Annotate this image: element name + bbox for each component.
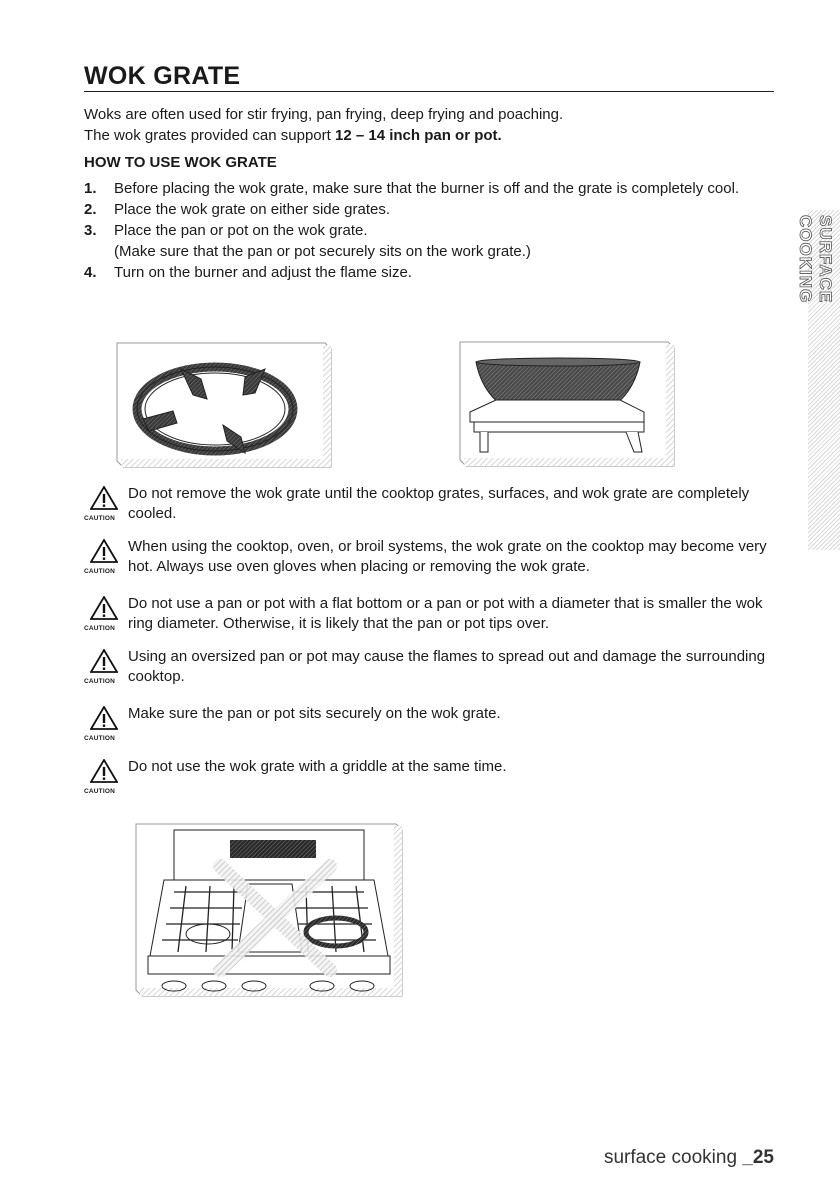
caution-item (84, 594, 774, 633)
caution-text: Do not remove the wok grate until the cooktop grates, surfaces, and wok grate are completely cooled. (128, 485, 750, 522)
step-text (114, 220, 744, 262)
step-text-note: (Make sure that the pan or pot securely sits on the work grate.) (114, 243, 531, 260)
intro-line-2 (84, 125, 563, 146)
step-number: 1. (84, 180, 97, 197)
caution-label: CAUTION (84, 788, 116, 795)
intro-line-1: Woks are often used for stir frying, pan frying, deep frying and poaching. (84, 106, 564, 123)
page-number: _25 (742, 1147, 774, 1168)
caution-label: CAUTION (84, 625, 116, 632)
step-text: Place the wok grate on either side grates. (114, 201, 390, 218)
how-to-heading: HOW TO USE WOK GRATE (84, 154, 277, 171)
title-underline (84, 91, 774, 92)
caution-text: Do not use the wok grate with a griddle at the same time. (128, 758, 507, 775)
caution-text: Using an oversized pan or pot may cause the flames to spread out and damage the surrounding cooktop. (128, 648, 766, 685)
caution-text: Do not use a pan or pot with a flat bottom or a pan or pot with a diameter that is smaller the wok ring diameter. Otherwise, it is likely that the pan or pot tips over. (128, 595, 763, 632)
step-item (84, 178, 744, 199)
wok-on-grate-illustration (458, 340, 676, 468)
step-item (84, 220, 744, 262)
wok-grate-illustration (115, 341, 333, 469)
step-number: 4. (84, 264, 97, 281)
caution-text: When using the cooktop, oven, or broil systems, the wok grate on the cooktop may become very hot. Always use oven gloves when placing or removing the wok grate. (128, 538, 767, 575)
caution-text: Make sure the pan or pot sits securely on the wok grate. (128, 705, 501, 722)
caution-item (84, 484, 774, 523)
steps-list (84, 178, 744, 283)
step-item (84, 199, 744, 220)
caution-label: CAUTION (84, 515, 116, 522)
caution-triangle-icon (84, 647, 124, 687)
caution-item (84, 757, 774, 795)
caution-label: CAUTION (84, 568, 116, 575)
page-footer (604, 1147, 774, 1169)
griddle-with-wok-grate-prohibited-illustration (134, 822, 404, 998)
intro-line-2-prefix: The wok grates provided can support (84, 127, 335, 144)
step-number: 3. (84, 222, 97, 239)
side-tab-label: SURFACE COOKING (796, 215, 835, 304)
footer-section: surface cooking (603, 1147, 743, 1168)
page-title: WOK GRATE (84, 62, 241, 90)
caution-label: CAUTION (84, 678, 116, 685)
caution-triangle-icon (84, 594, 124, 634)
caution-triangle-icon (84, 757, 124, 797)
caution-item (84, 537, 774, 576)
step-text-line: Place the pan or pot on the wok grate. (114, 222, 368, 239)
caution-triangle-icon (84, 537, 124, 577)
caution-item (84, 647, 774, 686)
pan-size-spec: 12 – 14 inch pan or pot. (334, 127, 502, 144)
caution-triangle-icon (84, 484, 124, 524)
step-text: Turn on the burner and adjust the flame size. (114, 264, 412, 281)
caution-item (84, 704, 774, 742)
step-item (84, 262, 744, 283)
step-text: Before placing the wok grate, make sure that the burner is off and the grate is completely cool. (114, 180, 740, 197)
caution-label: CAUTION (84, 735, 116, 742)
step-number: 2. (84, 201, 97, 218)
intro-text (84, 104, 563, 146)
caution-triangle-icon (84, 704, 124, 744)
